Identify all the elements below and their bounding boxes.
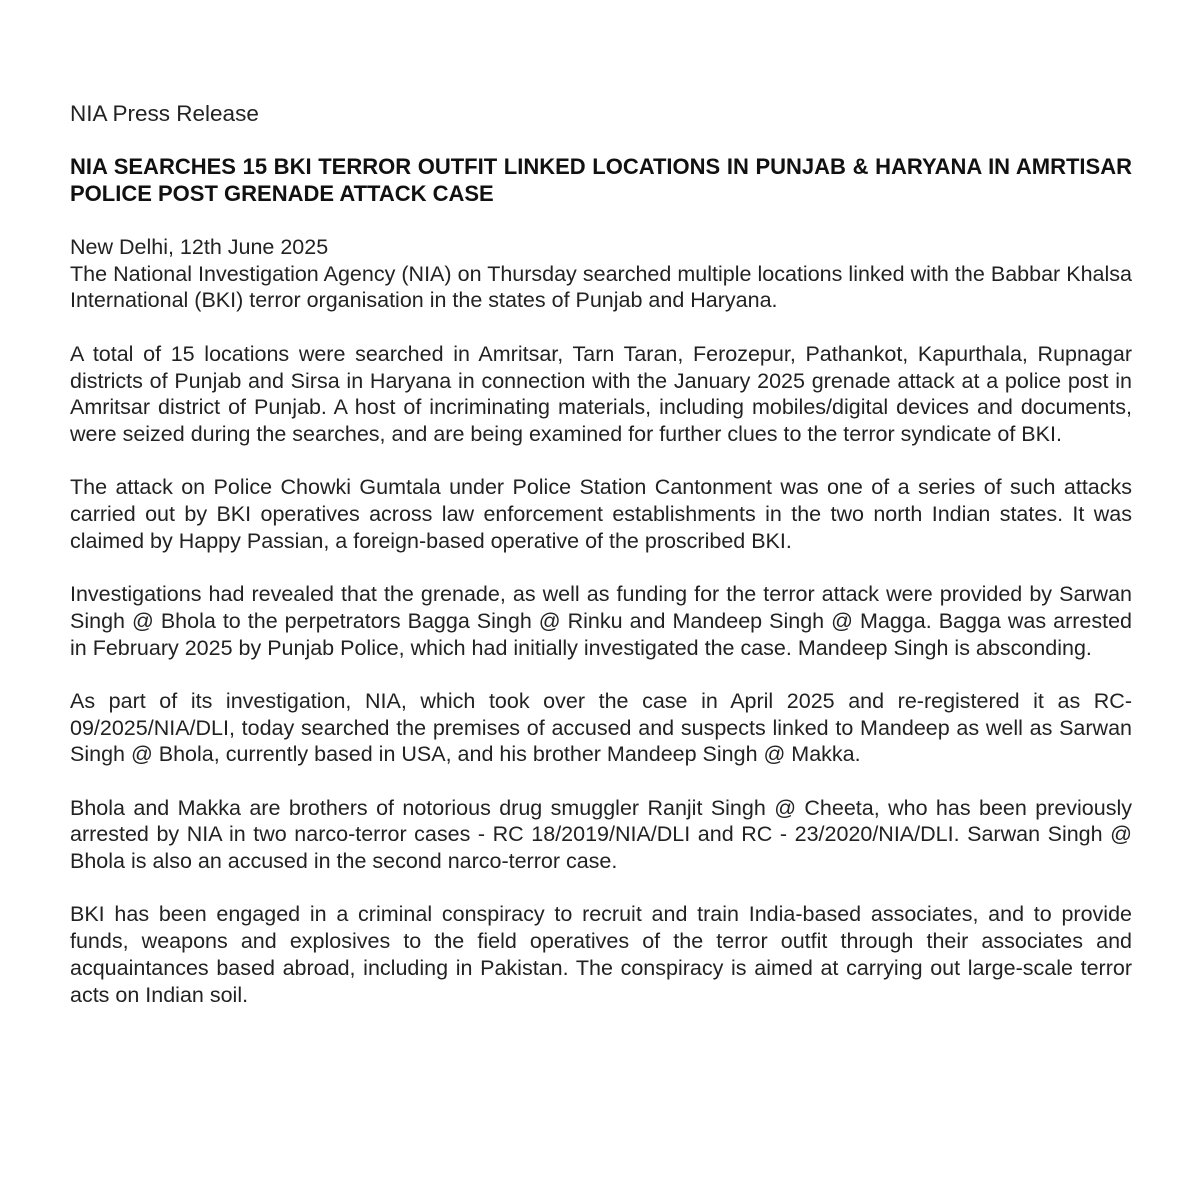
headline: NIA SEARCHES 15 BKI TERROR OUTFIT LINKED LOCATIONS IN PUNJAB & HARYANA IN AMRTISAR POLICE POST GRENADE ATTACK CASE xyxy=(70,154,1132,206)
paragraph-brothers: Bhola and Makka are brothers of notorious drug smuggler Ranjit Singh @ Cheeta, who has been previously arrested by NIA in two narco-terror cases - RC 18/2019/NIA/DLI and RC - 23/2020/NIA/DLI. Sarwan Singh @ Bhola is also an accused in the second narco-terror case. xyxy=(70,795,1132,874)
document-label: NIA Press Release xyxy=(70,101,259,126)
paragraph-investigation: Investigations had revealed that the grenade, as well as funding for the terror attack were provided by Sarwan Singh @ Bhola to the perpetrators Bagga Singh @ Rinku and Mandeep Singh @ Magga. Bagga was arrested in February 2025 by Punjab Police, which had initially investigated the case. Mandeep Singh is absconding. xyxy=(70,582,1132,660)
paragraph-case-takeover: As part of its investigation, NIA, which took over the case in April 2025 and re-registered it as RC-09/2025/NIA/DLI, today searched the premises of accused and suspects linked to Mandeep as well as Sarwan Singh @ Bhola, currently based in USA, and his brother Mandeep Singh @ Makka. xyxy=(70,688,1132,767)
press-release-document xyxy=(70,100,1132,1035)
paragraph-intro: The National Investigation Agency (NIA) on Thursday searched multiple locations linked with the Babbar Khalsa International (BKI) terror organisation in the states of Punjab and Haryana. xyxy=(70,261,1132,313)
dateline: New Delhi, 12th June 2025 xyxy=(70,235,329,259)
paragraph-locations: A total of 15 locations were searched in Amritsar, Tarn Taran, Ferozepur, Pathankot, Kapurthala, Rupnagar districts of Punjab and Sirsa in Haryana in connection with the January 2025 grenade attack at a police post in Amritsar district of Punjab. A host of incriminating materials, including mobiles/digital devices and documents, were seized during the searches, and are being examined for further clues to the terror syndicate of BKI. xyxy=(70,341,1132,446)
paragraph-attack: The attack on Police Chowki Gumtala under Police Station Cantonment was one of a series of such attacks carried out by BKI operatives across law enforcement establishments in the two north Indian states. It was claimed by Happy Passian, a foreign-based operative of the proscribed BKI. xyxy=(70,475,1132,553)
paragraph-conspiracy: BKI has been engaged in a criminal conspiracy to recruit and train India-based associates, and to provide funds, weapons and explosives to the field operatives of the terror outfit through their associates and acquaintances based abroad, including in Pakistan. The conspiracy is aimed at carrying out large-scale terror acts on Indian soil. xyxy=(70,902,1132,1007)
